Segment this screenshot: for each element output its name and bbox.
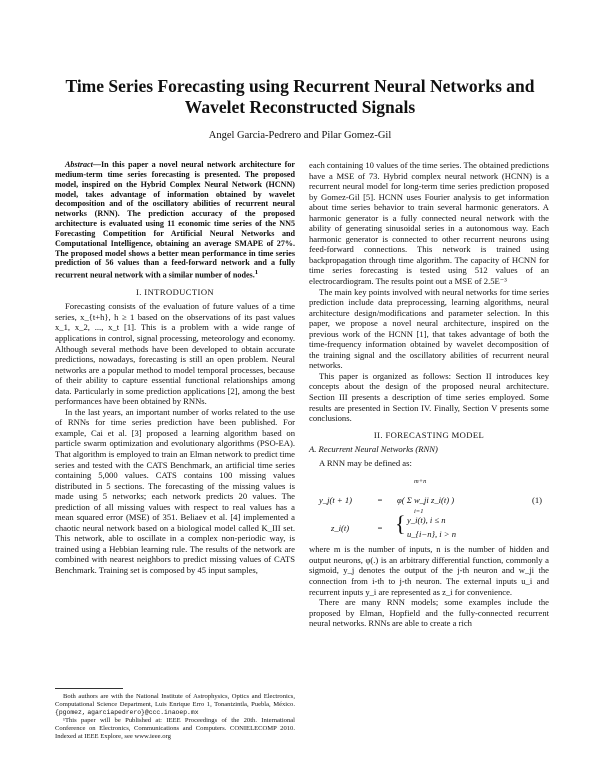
variables-paragraph: where m is the number of inputs, n is the number of hidden and output neurons, φ(.) is an arbitrary differential function, commonly a sigmoid, y_j denotes the output of the j-th neuron and w_ji the connection from i-th to j-th neuron. The external inputs u_i and recurrent inputs y_i are represented as z_i for convenience.	[309, 544, 549, 597]
footnote-publication: ¹This paper will be Published at: IEEE Proceedings of the 20th. International Conference on Electronics, Communications and Computers. CONIELECOMP 2010. Indexed at IEEE Explore, see www.ieee.org	[55, 717, 295, 741]
organization-paragraph: This paper is organized as follows: Section II introduces key concepts about the design of the proposed neural architecture. Section III presents a description of time series employed. Some results are presented in Section IV. Finally, Section V presents some conclusions.	[309, 370, 549, 424]
rnn-equation	[309, 471, 549, 541]
key-points-paragraph: The main key points involved with neural networks for time series prediction include data preprocessing, learning algorithms, neural architecture design/modifications and parameter selection. In this paper, we propose a novel neural architecture, inspired on the previous work of the HCNN [1], that takes advantage of both the time-frequency information obtained by wavelet decomposition of the training signal and the oscillatory abilities of recurrent neural networks.	[309, 286, 549, 371]
footnote-rule	[55, 688, 123, 689]
abstract-lead: Abstract	[65, 160, 93, 169]
left-column	[55, 160, 295, 576]
rnn-subheading: A. Recurrent Neural Networks (RNN)	[309, 444, 438, 455]
eq-equals-1: =	[377, 495, 383, 506]
eq-number: (1)	[532, 495, 543, 506]
footnotes	[55, 688, 295, 742]
hcnn-paragraph: each containing 10 values of the time series. The obtained predictions have a MSE of 73. Hybrid complex neural network (HCNN) is a recurrent neural model for long-term time series prediction proposed by Gomez-Gil [5]. HCNN uses Fourier analysis to get information about time series behavior to train several harmonic generators. A harmonic generator is a fully connected neural network with the ability of generating sinusoidal series in a autonomous way. Each harmonic generator is connected to other recurrent neurons using feed-forward connections. This network is trained using backpropagation through time algorithm. The capacity of HCNN for time series forecasting is tested using 512 values of an electrocardiogram. The results point out a MSE of 2.5E⁻³	[309, 160, 549, 287]
forecasting-heading: II. FORECASTING MODEL	[373, 429, 485, 440]
rnn-models-paragraph: There are many RNN models; some examples include the proposed by Elman, Hopfield and the fully-connected recurrent neural networks. RNNs are able to create a rich	[309, 597, 549, 629]
abstract-text: —In this paper a novel neural network architecture for medium-term time series forecasting is presented. The proposed model, inspired on the Hybrid Complex Neural Network (HCNN) model, takes advantage of information obtained by wavelet decomposition and of the oscillatory abilities of recurrent neural networks (RNN). The prediction accuracy of the proposed architecture is evaluated using 11 economic time series of the NN5 Forecasting Competition for Artificial Neural Networks and Computational Intelligence, obtaining an average SMAPE of 27%. The proposed model shows a better mean performance in time series prediction of 56 values than a feed-forward network and a fully recurrent neural network with a similar number of nodes.	[55, 160, 295, 280]
author-email-2: agarciapedrero}@ccc.inaoep.mx	[87, 709, 199, 717]
eq-equals-2: =	[377, 523, 383, 534]
intro-paragraph-1: Forecasting consists of the evaluation of future values of a time series, x_{t+h}, h ≥ 1 based on the observations of its past values x_1, x_2, ..., x_t [1]. This is a problem with a wide range of applications in control, signal processing, meteorology and economy. Although several methods have been developed to obtain accurate predictions, nowadays, forecasting is still an open problem. Neural networks are a popular method to model temporal processes, because of their ability to capture essential functional relationships among data. Particularly in some prediction applications [2], among the best performances have been obtained by RNNs.	[55, 301, 295, 407]
intro-paragraph-2: In the last years, an important number of works related to the use of RNNs for time series prediction have been published. For example, Cai et al. [3] proposed a learning algorithm based on particle swarm optimization and evolutionary algorithms (PSO-EA). That algorithm is employed to train an Elman network to predict time series and tested with the CATS Benchmark, an artificial time series containing 5,000 values. CATS contains 100 missing values distributed in 5 sections. The forecasting of the missing values is made using 5 networks; each network predicts 20 values. The prediction of all missing values with respect to real values has a mean squared error (MSE) of 351. Beliaev et al. [4] implemented a chaotic neural network based on a biological model called K_III set. This network, able to oscillate in a complex non-periodic way, is trained using a Hebbian learning rule. The results of the network are combined with nearest neighbors to predict missing values of CATS Benchmark. Training set is composed by 45 input samples,	[55, 406, 295, 576]
eq-lhs-2: z_i(t)	[331, 523, 350, 534]
eq-case-2: u_{i−n}, i > n	[407, 529, 457, 540]
eq-case-1: y_i(t), i ≤ n	[407, 515, 446, 526]
author-email: {pgomez,	[55, 709, 86, 717]
authors: Angel Garcia-Pedrero and Pilar Gomez-Gil	[208, 130, 392, 141]
eq-rhs-1: φ( Σ w_ji z_i(t) )	[397, 495, 455, 506]
eq-sum-upper: m+n	[414, 478, 427, 486]
paper-title: Time Series Forecasting using Recurrent Neural Networks and Wavelet Reconstructed Signals	[65, 76, 535, 117]
footnote-affiliation: Both authors are with the National Institute of Astrophysics, Optics and Electronics, Computational Science Department, Luis Enrique Erro 1, Tonantzintla, Puebla, México. {pgomez, agarciapedrero}@ccc.inaoep.mx	[55, 693, 295, 717]
footnote-mark: 1	[254, 269, 259, 277]
rnn-intro: A RNN may be defined as:	[319, 457, 412, 468]
eq-sum-lower: i=1	[414, 508, 424, 516]
abstract	[55, 160, 295, 281]
eq-lhs-1: y_j(t + 1)	[319, 495, 353, 506]
intro-heading: I. INTRODUCTION	[135, 286, 215, 297]
right-column	[309, 160, 549, 629]
eq-brace: {	[395, 511, 406, 537]
